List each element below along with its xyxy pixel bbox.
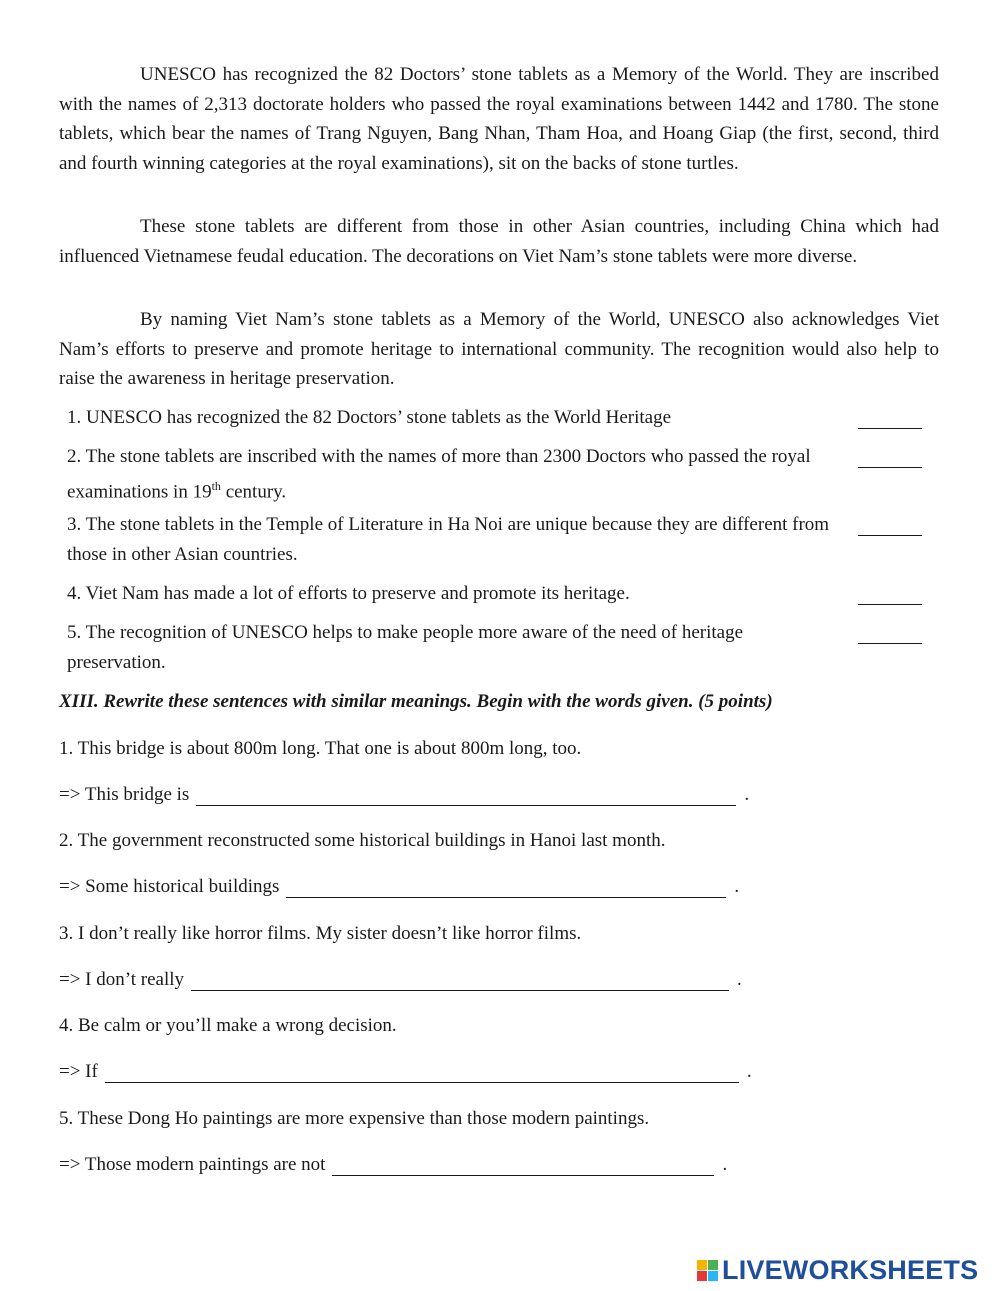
- rewrite-answer-field-3[interactable]: [191, 972, 729, 991]
- logo-square-2: [708, 1260, 718, 1270]
- rewrite-prompt-5: => Those modern paintings are not: [59, 1154, 326, 1175]
- rewrite-end-1: .: [744, 784, 750, 805]
- tf-answer-blank-5[interactable]: [858, 643, 922, 644]
- rewrite-prompt-4: => If: [59, 1061, 98, 1082]
- passage-paragraph-1: UNESCO has recognized the 82 Doctors’ stone tablets as a Memory of the World. They are inscribed with the names of 2,313 doctorate holders who passed the royal examinations between 1442 and 1780. The stone tablets, which bear the names of Trang Nguyen, Bang Nhan, Tham Hoa, and Hoang Giap (the first, second, third and fourth winning categories at the royal examinations), sit on the backs of stone turtles.: [59, 64, 939, 174]
- rewrite-question-4: 4. Be calm or you’ll make a wrong decision.: [59, 1015, 397, 1036]
- logo-text: LIVEWORKSHEETS: [722, 1255, 979, 1285]
- rewrite-answer-field-4[interactable]: [105, 1064, 739, 1083]
- tf-answer-blank-4[interactable]: [858, 604, 922, 605]
- tf-statement-3: 3. The stone tablets in the Temple of Literature in Ha Noi are unique because they are different from those in other Asian countries.: [67, 514, 830, 565]
- tf-answer-blank-1[interactable]: [858, 428, 922, 429]
- logo-square-4: [708, 1271, 718, 1281]
- rewrite-answer-row-1: [59, 784, 749, 806]
- rewrite-prompt-2: => Some historical buildings: [59, 876, 280, 897]
- tf-statement-4: 4. Viet Nam has made a lot of efforts to preserve and promote its heritage.: [67, 583, 630, 604]
- tf-answer-blank-3[interactable]: [858, 535, 922, 536]
- liveworksheets-logo[interactable]: [697, 1255, 978, 1286]
- rewrite-answer-field-5[interactable]: [332, 1157, 714, 1176]
- tf-answer-blank-2[interactable]: [858, 467, 922, 468]
- rewrite-end-2: .: [734, 876, 740, 897]
- logo-mark-icon: [697, 1260, 718, 1281]
- rewrite-end-5: .: [722, 1154, 728, 1175]
- logo-square-1: [697, 1260, 707, 1270]
- rewrite-question-2: 2. The government reconstructed some historical buildings in Hanoi last month.: [59, 830, 666, 851]
- passage-paragraph-2: These stone tablets are different from those in other Asian countries, including China which had influenced Vietnamese feudal education. The decorations on Viet Nam’s stone tablets were more diverse.: [59, 216, 939, 267]
- rewrite-question-1: 1. This bridge is about 800m long. That one is about 800m long, too.: [59, 738, 582, 759]
- rewrite-end-4: .: [746, 1061, 752, 1082]
- rewrite-answer-field-1[interactable]: [196, 787, 736, 806]
- logo-square-3: [697, 1271, 707, 1281]
- rewrite-answer-row-3: [59, 969, 742, 991]
- tf-statement-2: 2. The stone tablets are inscribed with the names of more than 2300 Doctors who passed the royal examinations in 19th century.: [67, 446, 811, 502]
- rewrite-answer-row-2: [59, 876, 739, 898]
- section-title: XIII. Rewrite these sentences with similar meanings. Begin with the words given. (5 points): [59, 691, 773, 712]
- passage-paragraph-3: By naming Viet Nam’s stone tablets as a Memory of the World, UNESCO also acknowledges Viet Nam’s efforts to preserve and promote heritage to international community. The recognition would also help to raise the awareness in heritage preservation.: [59, 309, 939, 389]
- rewrite-prompt-3: => I don’t really: [59, 969, 185, 990]
- tf-statement-5: 5. The recognition of UNESCO helps to make people more aware of the need of heritage preservation.: [67, 622, 744, 673]
- rewrite-prompt-1: => This bridge is: [59, 784, 190, 805]
- rewrite-answer-row-4: [59, 1061, 752, 1083]
- rewrite-end-3: .: [737, 969, 742, 990]
- rewrite-question-3: 3. I don’t really like horror films. My sister doesn’t like horror films.: [59, 923, 582, 944]
- rewrite-question-5: 5. These Dong Ho paintings are more expensive than those modern paintings.: [59, 1108, 650, 1129]
- rewrite-answer-row-5: [59, 1154, 727, 1176]
- tf-statement-1: 1. UNESCO has recognized the 82 Doctors’ stone tablets as the World Heritage: [67, 407, 672, 428]
- rewrite-answer-field-2[interactable]: [286, 879, 726, 898]
